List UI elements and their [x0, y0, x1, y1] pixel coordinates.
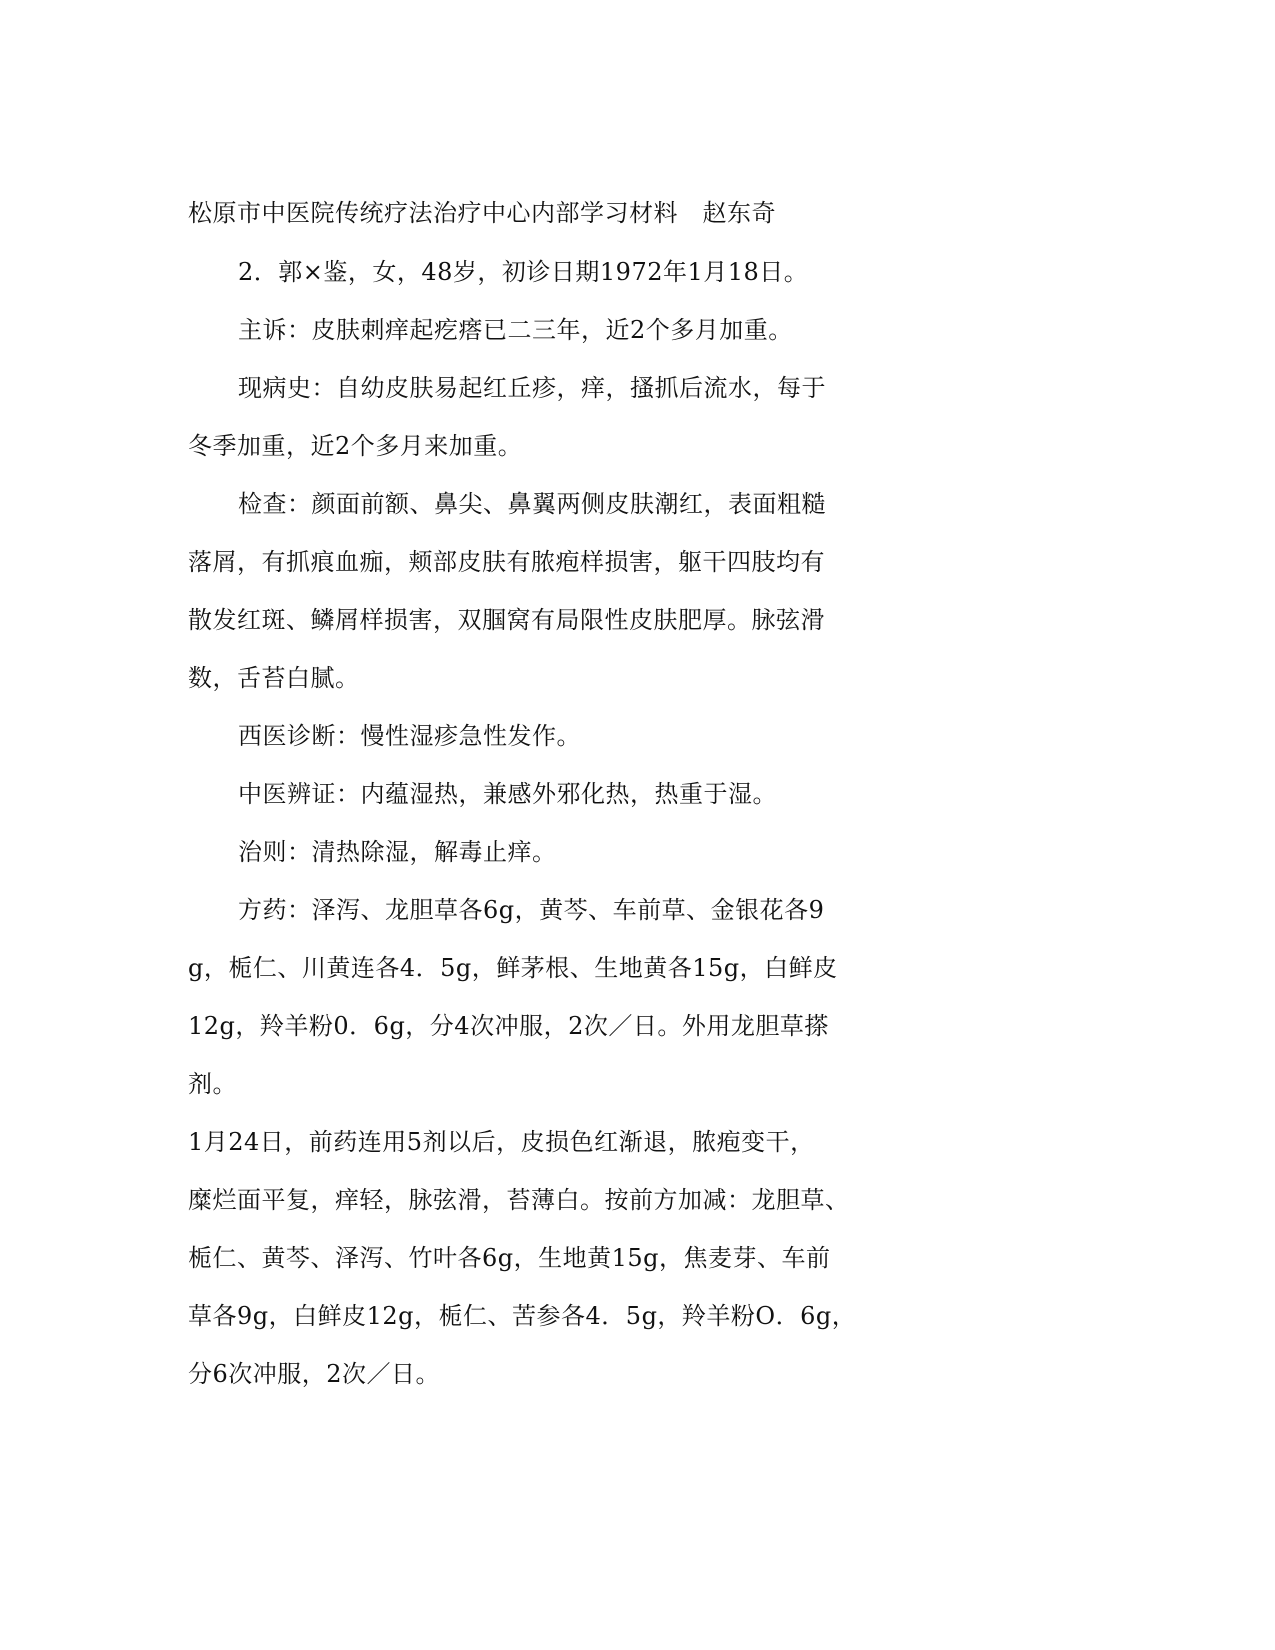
text-line: 现病史：自幼皮肤易起红丘疹，痒，搔抓后流水，每于	[238, 374, 826, 402]
text-line: 糜烂面平复，痒轻，脉弦滑，苔薄白。按前方加减：龙胆草、	[188, 1186, 850, 1214]
text-line: 草各9g，白鲜皮12g，栀仁、苦参各4．5g，羚羊粉O．6g，	[188, 1302, 857, 1330]
text-line: 栀仁、黄芩、泽泻、竹叶各6g，生地黄15g，焦麦芽、车前	[188, 1244, 831, 1272]
text-line: 西医诊断：慢性湿疹急性发作。	[238, 722, 581, 750]
text-line: 治则：清热除湿，解毒止痒。	[238, 838, 557, 866]
text-line: 方药：泽泻、龙胆草各6g，黄芩、车前草、金银花各9	[238, 896, 825, 924]
text-line: g，栀仁、川黄连各4．5g，鲜茅根、生地黄各15g，白鲜皮	[188, 954, 838, 982]
text-line: 1月24日，前药连用5剂以后，皮损色红渐退，脓疱变干，	[188, 1128, 815, 1156]
text-line: 剂。	[188, 1070, 237, 1098]
text-line: 数，舌苔白腻。	[188, 664, 360, 692]
text-line: 中医辨证：内蕴湿热，兼感外邪化热，热重于湿。	[238, 780, 777, 808]
text-line: 落屑，有抓痕血痂，颊部皮肤有脓疱样损害，躯干四肢均有	[188, 548, 825, 576]
text-line: 冬季加重，近2个多月来加重。	[188, 432, 523, 460]
text-line: 分6次冲服，2次／日。	[188, 1360, 441, 1388]
document-header: 松原市中医院传统疗法治疗中心内部学习材料 赵东奇	[188, 199, 776, 227]
text-line: 2．郭×鉴，女，48岁，初诊日期1972年1月18日。	[238, 258, 809, 286]
text-line: 检查：颜面前额、鼻尖、鼻翼两侧皮肤潮红，表面粗糙	[238, 490, 826, 518]
text-line: 主诉：皮肤刺痒起疙瘩已二三年，近2个多月加重。	[238, 316, 793, 344]
text-line: 12g，羚羊粉0．6g，分4次冲服，2次／日。外用龙胆草搽	[188, 1012, 829, 1040]
text-line: 散发红斑、鳞屑样损害，双腘窝有局限性皮肤肥厚。脉弦滑	[188, 606, 825, 634]
